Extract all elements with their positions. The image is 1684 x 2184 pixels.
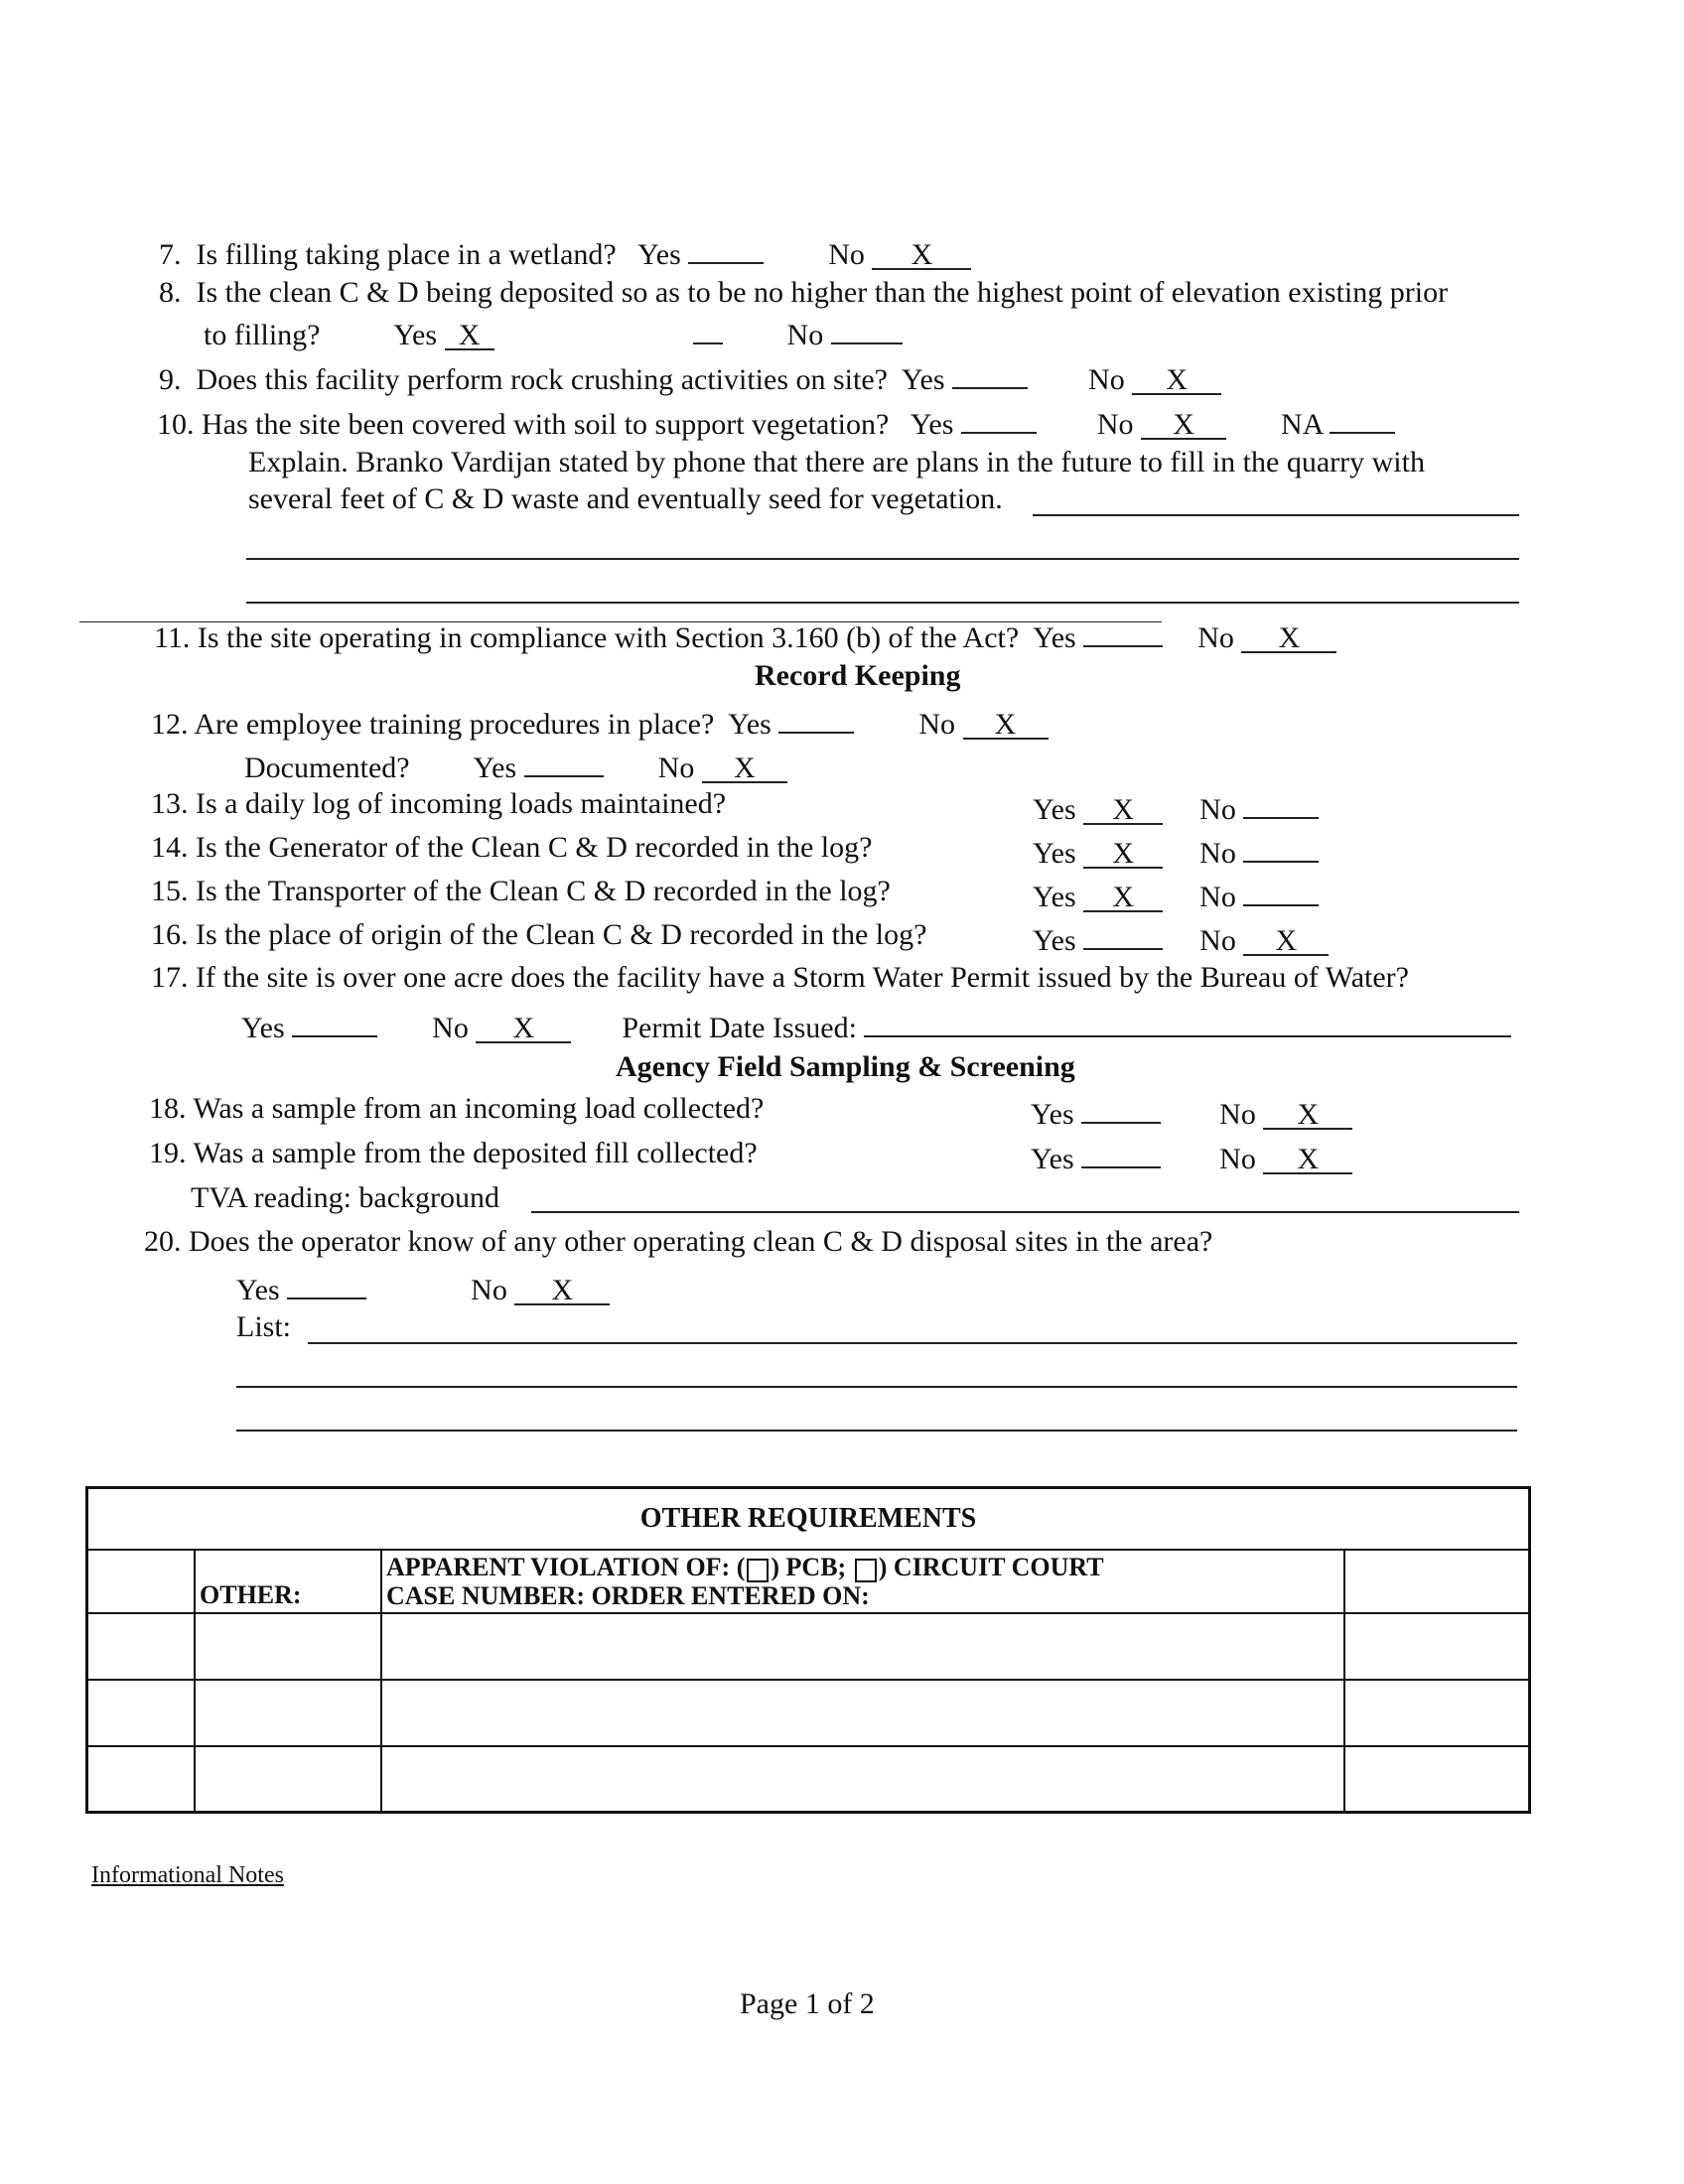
q8-yes-field[interactable]: X: [445, 319, 494, 350]
q13-no-label: No: [1199, 793, 1236, 826]
violation-header: [381, 1550, 1344, 1613]
q8-text-2: to filling?: [204, 319, 321, 351]
q8-no-field[interactable]: [831, 313, 903, 344]
q19-yes-label: Yes: [1031, 1143, 1074, 1175]
q12-yes-field[interactable]: [778, 702, 854, 734]
q10-number: 10.: [157, 408, 195, 441]
q9-no-label: No: [1088, 363, 1125, 396]
q18-answers: [1031, 1092, 1352, 1132]
q9-number: 9.: [159, 363, 182, 396]
q18-no-label: No: [1219, 1098, 1256, 1131]
question-15: [151, 875, 891, 908]
req-cell: [1344, 1550, 1530, 1613]
question-17: [151, 961, 1409, 995]
q18-yes-field[interactable]: [1081, 1092, 1161, 1124]
q12-doc-no-label: No: [657, 751, 695, 784]
req-cell: [87, 1550, 196, 1613]
q17-permit-date-field[interactable]: [864, 1006, 1511, 1037]
q9-text: Does this facility perform rock crushing activities on site?: [196, 363, 888, 396]
req-cell[interactable]: [195, 1680, 381, 1746]
q11-number: 11.: [154, 621, 191, 654]
q19-no-label: No: [1219, 1143, 1256, 1175]
q20-list-rule-3[interactable]: [236, 1430, 1517, 1432]
q9-yes-field[interactable]: [952, 357, 1028, 389]
q16-no-field[interactable]: X: [1243, 924, 1329, 956]
question-20: [144, 1225, 1212, 1259]
q17-permit-label: Permit Date Issued:: [622, 1012, 857, 1044]
req-cell[interactable]: [381, 1680, 1344, 1746]
q15-yes-field[interactable]: X: [1083, 881, 1163, 912]
req-cell[interactable]: [87, 1613, 196, 1680]
q16-answers: [1033, 918, 1329, 958]
informational-notes-link[interactable]: Informational Notes: [91, 1862, 284, 1888]
q20-yes-label: Yes: [236, 1274, 280, 1306]
q10-explain-line1: Explain. Branko Vardijan stated by phone that there are plans in the future to fill in the quarry with: [248, 446, 1425, 478]
req-cell[interactable]: [87, 1746, 196, 1813]
question-10: [157, 402, 1395, 442]
question-12: [151, 702, 1049, 742]
q15-no-field[interactable]: [1243, 875, 1319, 906]
q16-yes-field[interactable]: [1083, 918, 1163, 950]
q20-no-field[interactable]: X: [514, 1274, 610, 1305]
q17-text: If the site is over one acre does the facility have a Storm Water Permit issued by the Bureau of Water?: [196, 961, 1409, 994]
q14-no-field[interactable]: [1243, 831, 1319, 863]
q18-no-field[interactable]: X: [1263, 1098, 1352, 1130]
page-number: Page 1 of 2: [740, 1987, 875, 2020]
q18-number: 18.: [149, 1092, 187, 1125]
req-cell[interactable]: [381, 1746, 1344, 1813]
q8-no-label: No: [786, 319, 824, 351]
q11-no-field[interactable]: X: [1241, 621, 1336, 653]
q14-answers: [1033, 831, 1319, 871]
q19-answers: [1031, 1137, 1352, 1176]
q7-yes-label: Yes: [637, 238, 681, 271]
circuit-court-label: ) CIRCUIT COURT: [878, 1553, 1104, 1582]
q12-doc-yes-label: Yes: [473, 751, 517, 784]
req-cell[interactable]: [195, 1746, 381, 1813]
req-cell[interactable]: [195, 1613, 381, 1680]
q10-text: Has the site been covered with soil to support vegetation?: [202, 408, 890, 441]
tva-reading-field[interactable]: [531, 1211, 1519, 1213]
question-9: [159, 357, 1221, 397]
q18-yes-label: Yes: [1031, 1098, 1074, 1131]
question-8-line2: [204, 313, 903, 352]
q10-yes-field[interactable]: [961, 402, 1037, 434]
req-cell[interactable]: [381, 1613, 1344, 1680]
q10-yes-label: Yes: [910, 408, 954, 441]
q15-number: 15.: [151, 875, 189, 907]
q13-no-field[interactable]: [1243, 787, 1319, 819]
question-11: [154, 615, 1336, 655]
q12-yes-label: Yes: [728, 708, 772, 741]
q10-explain-rule-2: [246, 558, 1519, 560]
req-cell[interactable]: [1344, 1746, 1530, 1813]
q17-no-field[interactable]: X: [476, 1012, 571, 1043]
q20-no-label: No: [471, 1274, 507, 1306]
q7-number: 7.: [159, 238, 182, 271]
q13-number: 13.: [151, 787, 189, 820]
section-record-keeping: Record Keeping: [755, 659, 961, 692]
q20-number: 20.: [144, 1225, 182, 1258]
req-cell[interactable]: [87, 1680, 196, 1746]
q19-text: Was a sample from the deposited fill collected?: [193, 1137, 758, 1169]
q15-text: Is the Transporter of the Clean C & D recorded in the log?: [196, 875, 891, 907]
q10-explain-rule-1: [1033, 514, 1519, 516]
q17-answers: [241, 1006, 1511, 1045]
q12-text: Are employee training procedures in place?: [194, 708, 715, 741]
q20-answers: [236, 1268, 610, 1307]
tva-reading: [191, 1181, 499, 1215]
q14-text: Is the Generator of the Clean C & D recorded in the log?: [196, 831, 873, 864]
q11-no-label: No: [1197, 621, 1234, 654]
q13-text: Is a daily log of incoming loads maintained?: [196, 787, 727, 820]
q16-no-label: No: [1199, 924, 1236, 957]
q14-number: 14.: [151, 831, 189, 864]
q10-na-label: NA: [1281, 408, 1323, 441]
q19-number: 19.: [149, 1137, 187, 1169]
q8-text: Is the clean C & D being deposited so as to be no higher than the highest point of elevation existing prior: [196, 276, 1449, 309]
q11-yes-field[interactable]: [1083, 615, 1163, 647]
q10-explain-rule-3: [246, 602, 1519, 604]
q12-documented: [244, 746, 787, 785]
req-cell[interactable]: [1344, 1680, 1530, 1746]
q11-text: Is the site operating in compliance with Section 3.160 (b) of the Act?: [197, 621, 1020, 654]
q7-no-field[interactable]: X: [872, 238, 971, 270]
q13-yes-label: Yes: [1033, 793, 1076, 826]
q17-number: 17.: [151, 961, 189, 994]
q12-documented-label: Documented?: [244, 751, 410, 784]
question-8-line1: [159, 276, 1448, 310]
q10-na-field[interactable]: [1330, 402, 1395, 434]
q20-list-rule-2[interactable]: [236, 1386, 1517, 1388]
q12-number: 12.: [151, 708, 189, 741]
q10-no-field[interactable]: X: [1141, 408, 1226, 440]
q13-answers: [1033, 787, 1319, 827]
pcb-checkbox[interactable]: [747, 1559, 769, 1582]
q10-no-label: No: [1096, 408, 1134, 441]
q7-no-label: No: [828, 238, 865, 271]
other-requirements-table: [85, 1486, 1531, 1814]
q7-text: Is filling taking place in a wetland?: [196, 238, 617, 271]
pcb-label: ) PCB;: [771, 1553, 853, 1582]
q10-explain-line2: [248, 482, 1003, 516]
q19-yes-field[interactable]: [1081, 1137, 1161, 1168]
q18-text: Was a sample from an incoming load collected?: [193, 1092, 765, 1125]
violation-label: APPARENT VIOLATION OF: (: [386, 1553, 746, 1582]
q12-doc-no-field[interactable]: X: [702, 751, 787, 783]
question-18: [149, 1092, 764, 1126]
q14-yes-field[interactable]: X: [1083, 837, 1163, 869]
question-13: [151, 787, 726, 821]
circuit-court-checkbox[interactable]: [855, 1559, 877, 1582]
q9-yes-label: Yes: [901, 363, 945, 396]
q20-list-rule-1[interactable]: [308, 1342, 1517, 1344]
q17-no-label: No: [432, 1012, 469, 1044]
q8-blank: [693, 313, 723, 344]
q16-yes-label: Yes: [1033, 924, 1076, 957]
q20-yes-field[interactable]: [287, 1268, 366, 1299]
q12-no-label: No: [918, 708, 956, 741]
q15-yes-label: Yes: [1033, 881, 1076, 913]
other-label: OTHER:: [195, 1550, 381, 1613]
case-number-label: CASE NUMBER: ORDER ENTERED ON:: [386, 1580, 870, 1610]
q16-number: 16.: [151, 918, 189, 951]
q15-no-label: No: [1199, 881, 1236, 913]
q19-no-field[interactable]: X: [1263, 1143, 1352, 1174]
q7-yes-field[interactable]: [688, 232, 764, 264]
req-cell[interactable]: [1344, 1613, 1530, 1680]
question-16: [151, 918, 926, 952]
tva-reading-label: TVA reading: background: [191, 1181, 500, 1214]
q8-number: 8.: [159, 276, 182, 309]
q13-yes-field[interactable]: X: [1083, 793, 1163, 825]
q8-yes-label: Yes: [393, 319, 438, 351]
other-requirements-title: OTHER REQUIREMENTS: [87, 1488, 1530, 1550]
q16-text: Is the place of origin of the Clean C & D recorded in the log?: [196, 918, 927, 951]
question-19: [149, 1137, 758, 1170]
question-7: [159, 232, 971, 272]
q20-list-label: List:: [236, 1310, 292, 1343]
q10-explain-text: several feet of C & D waste and eventually seed for vegetation.: [248, 482, 1003, 515]
section-agency-sampling: Agency Field Sampling & Screening: [616, 1050, 1075, 1083]
q11-yes-label: Yes: [1033, 621, 1076, 654]
q12-doc-yes-field[interactable]: [524, 746, 604, 777]
q20-text: Does the operator know of any other operating clean C & D disposal sites in the area?: [189, 1225, 1213, 1258]
q17-yes-field[interactable]: [292, 1006, 377, 1037]
question-14: [151, 831, 872, 865]
q14-yes-label: Yes: [1033, 837, 1076, 870]
q17-yes-label: Yes: [241, 1012, 285, 1044]
q15-answers: [1033, 875, 1319, 914]
q9-no-field[interactable]: X: [1132, 363, 1221, 395]
q14-no-label: No: [1199, 837, 1236, 870]
q12-no-field[interactable]: X: [963, 708, 1049, 740]
